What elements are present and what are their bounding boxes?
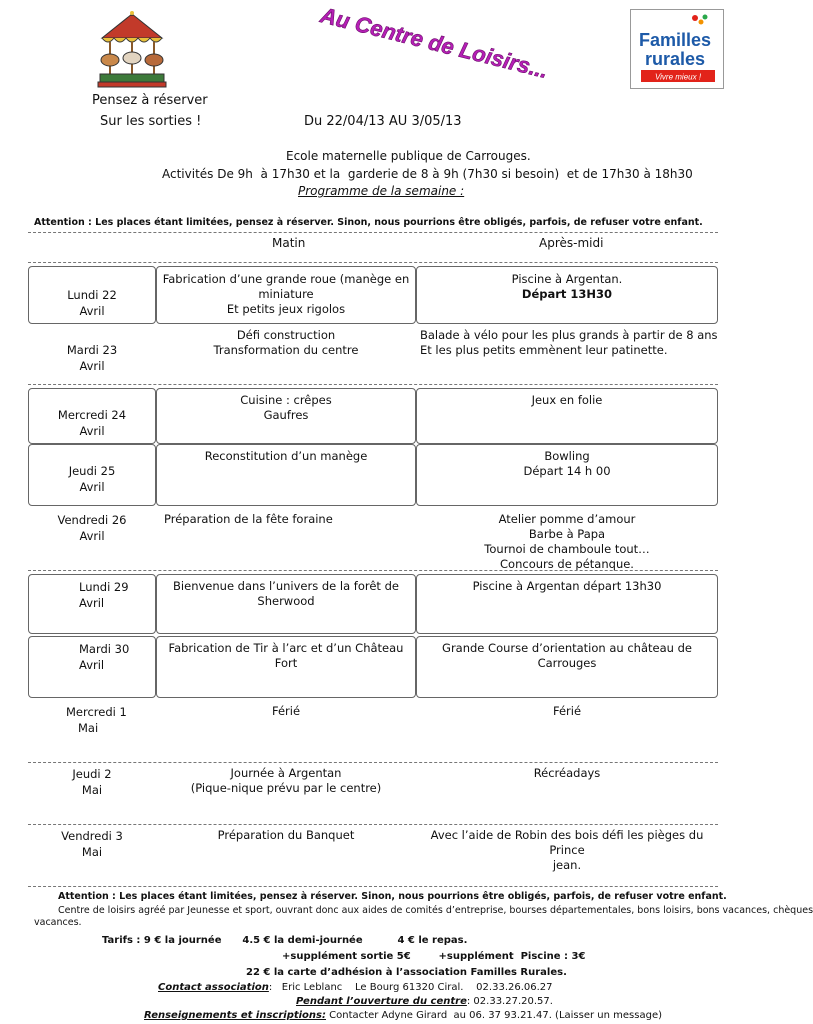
column-afternoon-header: Après-midi bbox=[539, 236, 604, 250]
day-label: Vendredi 26 bbox=[57, 513, 127, 527]
activity-line: Gaufres bbox=[263, 408, 309, 422]
afternoon-cell bbox=[416, 444, 718, 506]
title-art bbox=[308, 2, 551, 86]
reserve-line-1: Pensez à réserver bbox=[92, 93, 208, 108]
month-label: Mai bbox=[81, 783, 103, 797]
activity-line: Bowling bbox=[544, 449, 590, 463]
month-label: Avril bbox=[79, 529, 105, 543]
day-label: Vendredi 3 bbox=[61, 829, 123, 843]
contact-line bbox=[158, 982, 553, 994]
activity-line: Balade à vélo pour les plus grands à partir de 8 ans bbox=[420, 328, 718, 342]
afternoon-cell bbox=[416, 574, 718, 634]
divider bbox=[28, 824, 718, 825]
day-label: Jeudi 25 bbox=[68, 464, 116, 478]
activity-line: Départ 13H30 bbox=[521, 287, 613, 301]
day-cell bbox=[28, 764, 156, 822]
activity-line: Et les plus petits emmènent leur patinette. bbox=[420, 343, 668, 357]
activity-line: Grande Course d’orientation au château de Carrouges bbox=[442, 641, 692, 670]
info-line bbox=[144, 1010, 662, 1022]
activity-line: Fabrication de Tir à l’arc et d’un Château bbox=[168, 641, 404, 655]
reserve-line-2: Sur les sorties ! bbox=[100, 114, 202, 129]
activity-line: Piscine à Argentan. bbox=[511, 272, 623, 286]
activity-line: Concours de pétanque. bbox=[500, 557, 634, 571]
morning-cell bbox=[156, 574, 416, 634]
agreement-line-2: vacances. bbox=[34, 917, 82, 928]
day-cell bbox=[28, 326, 156, 382]
month-label: Avril bbox=[79, 424, 105, 438]
activity-line: Préparation du Banquet bbox=[217, 828, 355, 842]
school-name: Ecole maternelle publique de Carrouges. bbox=[286, 149, 531, 163]
day-cell bbox=[28, 444, 156, 506]
date-range: Du 22/04/13 AU 3/05/13 bbox=[304, 114, 462, 129]
programme-title: Programme de la semaine : bbox=[298, 184, 465, 198]
activity-line: miniature bbox=[258, 287, 314, 301]
divider bbox=[28, 232, 718, 233]
contact-label: Contact association bbox=[158, 982, 269, 993]
month-label: Mai bbox=[81, 845, 103, 859]
tarifs-line: Tarifs : 9 € la journée 4.5 € la demi-journée 4 € le repas. bbox=[102, 935, 468, 946]
activity-line: Fort bbox=[274, 656, 298, 670]
divider bbox=[28, 384, 718, 385]
activity-line: Jeux en folie bbox=[531, 393, 603, 407]
day-cell bbox=[28, 700, 156, 758]
activity-line: Sherwood bbox=[257, 594, 315, 608]
activity-line: Récréadays bbox=[533, 766, 601, 780]
day-label: Mercredi 1 bbox=[66, 705, 127, 719]
day-cell bbox=[28, 508, 156, 568]
activity-line: Avec l’aide de Robin des bois défi les pièges du Prince bbox=[430, 828, 704, 857]
day-label: Mardi 30 bbox=[79, 642, 130, 656]
day-cell bbox=[28, 388, 156, 444]
month-label: Avril bbox=[79, 304, 105, 318]
month-label: Avril bbox=[79, 359, 105, 373]
hours-line: Activités De 9h à 17h30 et la garderie de 8 à 9h (7h30 si besoin) et de 17h30 à 18h30 bbox=[162, 167, 693, 181]
logo-mark bbox=[631, 10, 723, 88]
day-label: Mardi 23 bbox=[66, 343, 118, 357]
title-art-text: Au Centre de Loisirs... bbox=[318, 2, 551, 84]
day-label: Lundi 22 bbox=[67, 288, 117, 302]
morning-cell bbox=[156, 444, 416, 506]
activity-line: (Pique-nique prévu par le centre) bbox=[190, 781, 382, 795]
contact-text: : Eric Leblanc Le Bourg 61320 Ciral. 02.33.26.06.27 bbox=[268, 982, 553, 993]
membership-card-line: 22 € la carte d’adhésion à l’association Familles Rurales. bbox=[246, 967, 567, 978]
activity-line: Transformation du centre bbox=[213, 343, 359, 357]
activity-line: Atelier pomme d’amour bbox=[498, 512, 636, 526]
opening-line bbox=[296, 996, 553, 1008]
attention-top: Attention : Les places étant limitées, pensez à réserver. Sinon, nous pourrions être obligés, parfois, de refuser votre enfant. bbox=[34, 217, 703, 228]
day-label: Mercredi 24 bbox=[57, 408, 127, 422]
activity-line: Tournoi de chamboule tout… bbox=[484, 542, 650, 556]
opening-text: : 02.33.27.20.57. bbox=[466, 996, 553, 1007]
column-morning-header: Matin bbox=[272, 236, 306, 250]
day-cell bbox=[28, 636, 156, 698]
activity-line: Piscine à Argentan départ 13h30 bbox=[472, 579, 662, 593]
day-label: Jeudi 2 bbox=[72, 767, 112, 781]
divider bbox=[28, 570, 718, 571]
logo-word-1: Familles bbox=[639, 30, 712, 50]
day-label: Lundi 29 bbox=[79, 580, 129, 594]
activity-line: Reconstitution d’un manège bbox=[204, 449, 368, 463]
agreement-line-1: Centre de loisirs agréé par Jeunesse et sport, ouvrant donc aux aides de comités d’entreprise, bourses départementales, bons loisirs, bons vacances, chèques bbox=[58, 905, 813, 916]
activity-line: Départ 14 h 00 bbox=[523, 464, 611, 478]
logo-word-2: rurales bbox=[645, 49, 706, 69]
familles-rurales-logo bbox=[630, 9, 724, 89]
opening-label: Pendant l’ouverture du centre bbox=[296, 996, 467, 1007]
carousel-illustration bbox=[96, 12, 168, 88]
info-label: Renseignements et inscriptions: bbox=[144, 1010, 326, 1021]
month-label: Mai bbox=[78, 721, 99, 735]
afternoon-cell bbox=[416, 266, 718, 324]
afternoon-cell bbox=[416, 636, 718, 698]
activity-line: Fabrication d’une grande roue (manège en bbox=[162, 272, 410, 286]
day-cell bbox=[28, 266, 156, 324]
activity-line: Cuisine : crêpes bbox=[240, 393, 332, 407]
day-cell bbox=[28, 574, 156, 634]
activity-line: Bienvenue dans l’univers de la forêt de bbox=[173, 579, 399, 593]
activity-line: Férié bbox=[552, 704, 582, 718]
activity-line: Barbe à Papa bbox=[528, 527, 606, 541]
divider bbox=[28, 762, 718, 763]
month-label: Avril bbox=[79, 480, 105, 494]
activity-line: Défi construction bbox=[236, 328, 336, 342]
activity-line: Préparation de la fête foraine bbox=[164, 512, 333, 526]
activity-line: jean. bbox=[552, 858, 582, 872]
day-cell bbox=[28, 826, 156, 884]
morning-cell bbox=[156, 636, 416, 698]
logo-tagline: Vivre mieux ! bbox=[654, 72, 702, 82]
activity-line: Journée à Argentan bbox=[230, 766, 342, 780]
activity-line: Férié bbox=[271, 704, 301, 718]
month-label: Avril bbox=[79, 596, 105, 610]
afternoon-cell bbox=[416, 388, 718, 444]
divider bbox=[28, 262, 718, 263]
supplements-line: +supplément sortie 5€ +supplément Piscine : 3€ bbox=[282, 951, 586, 962]
activity-line: Et petits jeux rigolos bbox=[226, 302, 346, 316]
attention-bottom: Attention : Les places étant limitées, pensez à réserver. Sinon, nous pourrions être obligés, parfois, de refuser votre enfant. bbox=[58, 891, 727, 902]
month-label: Avril bbox=[79, 658, 105, 672]
morning-cell bbox=[156, 388, 416, 444]
info-text: Contacter Adyne Girard au 06. 37 93.21.47. (Laisser un message) bbox=[326, 1010, 662, 1021]
divider bbox=[28, 886, 718, 887]
morning-cell bbox=[156, 266, 416, 324]
